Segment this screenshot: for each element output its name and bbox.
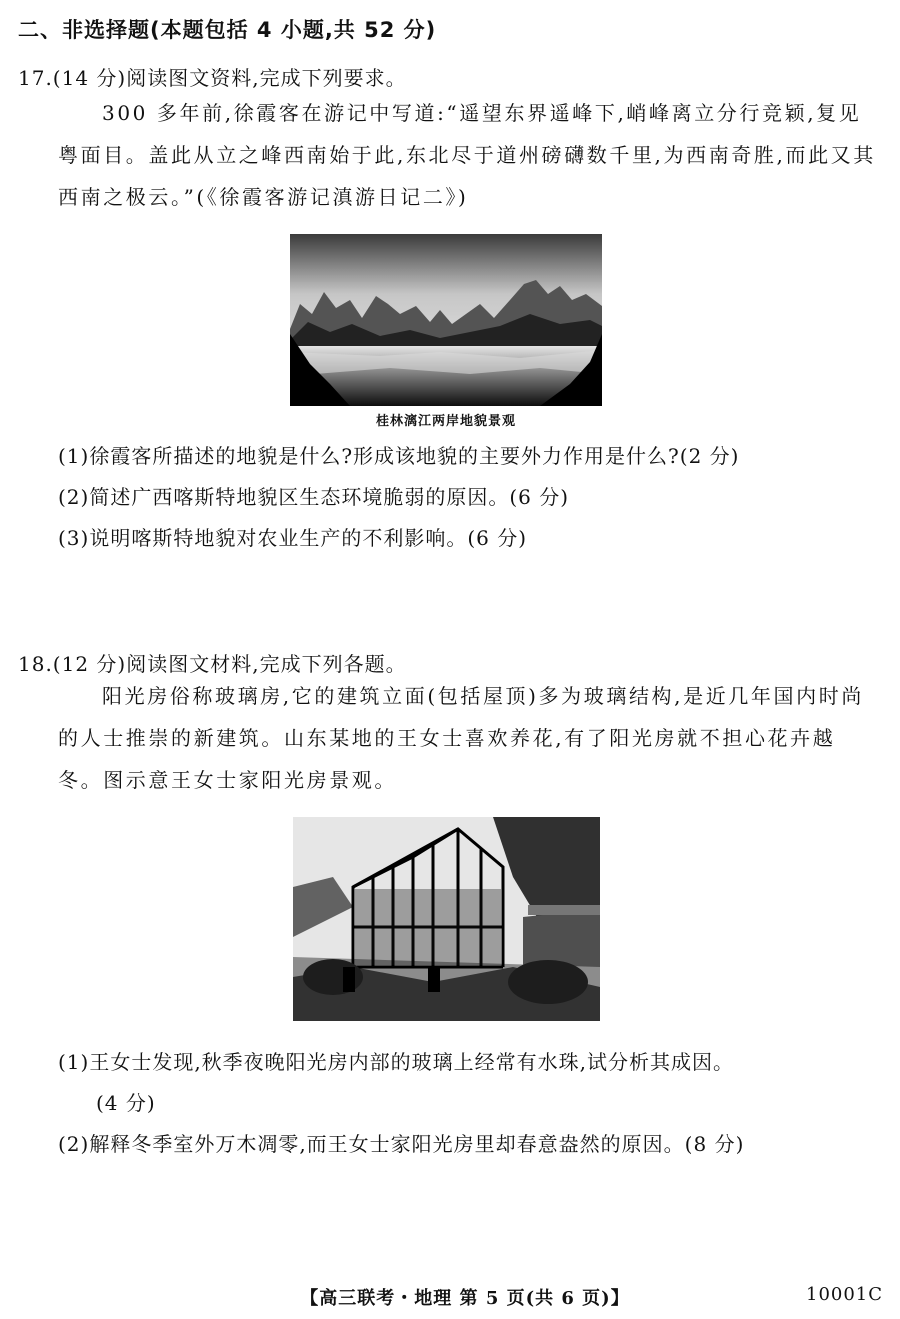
lijiang-karst-photo <box>290 234 602 406</box>
q18-passage: 阳光房俗称玻璃房,它的建筑立面(包括屋顶)多为玻璃结构,是近几年国内时尚的人士推崇的新建筑。山东某地的王女士喜欢养花,有了阳光房就不担心花卉越冬。图示意王女士家阳光房景观。 <box>58 684 864 792</box>
footer-page-info: 【高三联考・地理 第 5 页(共 6 页)】 <box>300 1288 630 1309</box>
q17-passage: 300 多年前,徐霞客在游记中写道:“遥望东界遥峰下,峭峰离立分行竞颖,复见粤面目。盖此从立之峰西南始于此,东北尽于道州磅礴数千里,为西南奇胜,而此又其西南之极云。”(《徐霞客游记滇游日记二》) <box>58 101 876 209</box>
photo-caption: 桂林漓江两岸地貌景观 <box>375 414 516 429</box>
q17-subquestion-1: (1)徐霞客所描述的地貌是什么?形成该地貌的主要外力作用是什么?(2 分) <box>58 444 740 468</box>
q18-subquestion-2: (2)解释冬季室外万木凋零,而王女士家阳光房里却春意盎然的原因。(8 分) <box>58 1132 745 1156</box>
footer-exam-code: 10001C <box>806 1284 884 1305</box>
q18-heading: 18.(12 分)阅读图文材料,完成下列各题。 <box>18 652 407 676</box>
q17-subquestion-3: (3)说明喀斯特地貌对农业生产的不利影响。(6 分) <box>58 526 528 550</box>
q17-subquestion-2: (2)简述广西喀斯特地貌区生态环境脆弱的原因。(6 分) <box>58 485 570 509</box>
sunroom-photo <box>293 817 600 1021</box>
q18-subquestion-1-points: (4 分) <box>96 1091 156 1115</box>
q17-heading: 17.(14 分)阅读图文资料,完成下列要求。 <box>18 66 407 90</box>
section-title: 二、非选择题(本题包括 4 小题,共 52 分) <box>18 18 437 42</box>
q18-subquestion-1: (1)王女士发现,秋季夜晚阳光房内部的玻璃上经常有水珠,试分析其成因。 <box>58 1050 735 1074</box>
